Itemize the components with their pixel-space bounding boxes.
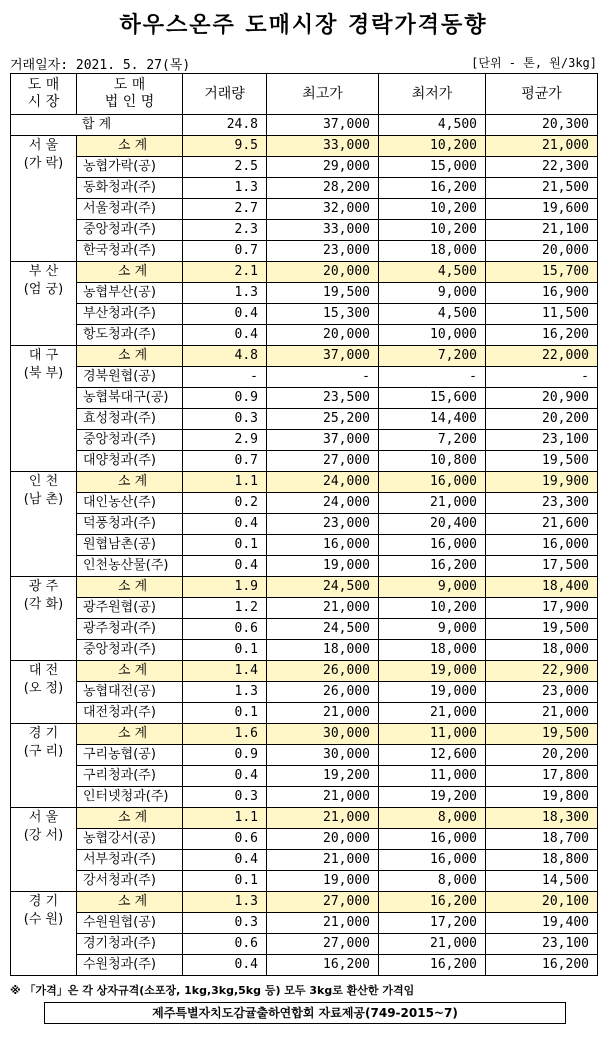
avg-price-cell: 23,100	[486, 430, 598, 451]
min-price-cell: 18,000	[379, 640, 486, 661]
avg-price-cell: 17,800	[486, 766, 598, 787]
max-price-cell: 33,000	[267, 220, 379, 241]
max-price-cell: 19,000	[267, 871, 379, 892]
volume-cell: -	[183, 367, 267, 388]
table-row	[11, 955, 598, 976]
corp-name: 농협대전(공)	[77, 682, 183, 703]
footnote: ※ 「가격」은 각 상자규격(소포장, 1kg,3kg,5kg 등) 모두 3kg로 환산한 가격임	[10, 984, 415, 997]
header-min: 최저가	[379, 74, 486, 115]
max-price-cell: 32,000	[267, 199, 379, 220]
total-max: 37,000	[267, 115, 379, 136]
corp-name: 강서청과(주)	[77, 871, 183, 892]
max-price-cell: 30,000	[267, 745, 379, 766]
subtotal-row	[11, 724, 598, 745]
header-avg: 평균가	[486, 74, 598, 115]
avg-price-cell: 21,000	[486, 703, 598, 724]
max-price-cell: 23,000	[267, 241, 379, 262]
corp-name: 서울청과(주)	[77, 199, 183, 220]
min-price-cell: 16,000	[379, 850, 486, 871]
avg-price-cell: 19,500	[486, 451, 598, 472]
corp-name: 서부청과(주)	[77, 850, 183, 871]
volume-cell: 0.6	[183, 934, 267, 955]
min-price-cell: 16,000	[379, 535, 486, 556]
min-price-cell: 19,000	[379, 682, 486, 703]
table-row	[11, 283, 598, 304]
corp-name: 수원원협(공)	[77, 913, 183, 934]
max-price-cell: 16,000	[267, 535, 379, 556]
max-price-cell: -	[267, 367, 379, 388]
max-price-cell: 25,200	[267, 409, 379, 430]
subtotal-row	[11, 346, 598, 367]
header-max: 최고가	[267, 74, 379, 115]
max-price-cell: 19,200	[267, 766, 379, 787]
corp-name: 중앙청과(주)	[77, 220, 183, 241]
max-price-cell: 27,000	[267, 892, 379, 913]
avg-price-cell: 16,000	[486, 535, 598, 556]
corp-name: 농협강서(공)	[77, 829, 183, 850]
max-price-cell: 21,000	[267, 913, 379, 934]
min-price-cell: 15,000	[379, 157, 486, 178]
volume-cell: 0.2	[183, 493, 267, 514]
min-price-cell: 18,000	[379, 241, 486, 262]
avg-price-cell: 21,000	[486, 136, 598, 157]
subtotal-row	[11, 661, 598, 682]
market-name: 대 구 (북 부)	[11, 346, 77, 472]
min-price-cell: 10,200	[379, 220, 486, 241]
max-price-cell: 20,000	[267, 829, 379, 850]
volume-cell: 0.4	[183, 304, 267, 325]
subtotal-row	[11, 136, 598, 157]
header-corp: 도 매 법 인 명	[77, 74, 183, 115]
volume-cell: 1.3	[183, 283, 267, 304]
min-price-cell: 16,200	[379, 892, 486, 913]
avg-price-cell: 23,300	[486, 493, 598, 514]
corp-name: 효성청과(주)	[77, 409, 183, 430]
corp-name: 인천농산물(주)	[77, 556, 183, 577]
total-min: 4,500	[379, 115, 486, 136]
volume-cell: 0.4	[183, 556, 267, 577]
avg-price-cell: 22,300	[486, 157, 598, 178]
total-volume: 24.8	[183, 115, 267, 136]
max-price-cell: 20,000	[267, 262, 379, 283]
subtotal-row	[11, 577, 598, 598]
corp-name: 농협부산(공)	[77, 283, 183, 304]
min-price-cell: 16,000	[379, 472, 486, 493]
avg-price-cell: 20,200	[486, 409, 598, 430]
table-row	[11, 199, 598, 220]
min-price-cell: 9,000	[379, 577, 486, 598]
max-price-cell: 21,000	[267, 808, 379, 829]
max-price-cell: 23,500	[267, 388, 379, 409]
avg-price-cell: 18,300	[486, 808, 598, 829]
corp-name: 인터넷청과(주)	[77, 787, 183, 808]
avg-price-cell: 23,000	[486, 682, 598, 703]
volume-cell: 1.3	[183, 682, 267, 703]
avg-price-cell: 11,500	[486, 304, 598, 325]
volume-cell: 4.8	[183, 346, 267, 367]
table-row	[11, 871, 598, 892]
table-row	[11, 157, 598, 178]
avg-price-cell: 16,900	[486, 283, 598, 304]
market-name: 서 울 (가 락)	[11, 136, 77, 262]
corp-name: 경북원협(공)	[77, 367, 183, 388]
avg-price-cell: 20,200	[486, 745, 598, 766]
volume-cell: 1.1	[183, 808, 267, 829]
table-row	[11, 220, 598, 241]
corp-name: 소 계	[77, 661, 183, 682]
volume-cell: 0.3	[183, 409, 267, 430]
table-row	[11, 388, 598, 409]
avg-price-cell: 19,500	[486, 619, 598, 640]
max-price-cell: 29,000	[267, 157, 379, 178]
corp-name: 동화청과(주)	[77, 178, 183, 199]
volume-cell: 0.9	[183, 388, 267, 409]
table-row	[11, 514, 598, 535]
min-price-cell: 10,000	[379, 325, 486, 346]
corp-name: 소 계	[77, 724, 183, 745]
min-price-cell: 12,600	[379, 745, 486, 766]
trade-date: 거래일자: 2021. 5. 27(목)	[10, 58, 191, 73]
avg-price-cell: 23,100	[486, 934, 598, 955]
table-row	[11, 535, 598, 556]
total-label: 합 계	[11, 115, 183, 136]
total-row	[11, 115, 598, 136]
volume-cell: 1.9	[183, 577, 267, 598]
min-price-cell: 4,500	[379, 262, 486, 283]
table-row	[11, 766, 598, 787]
min-price-cell: 8,000	[379, 808, 486, 829]
volume-cell: 0.3	[183, 913, 267, 934]
avg-price-cell: -	[486, 367, 598, 388]
volume-cell: 2.1	[183, 262, 267, 283]
max-price-cell: 21,000	[267, 598, 379, 619]
volume-cell: 1.2	[183, 598, 267, 619]
volume-cell: 0.9	[183, 745, 267, 766]
market-name: 서 울 (강 서)	[11, 808, 77, 892]
avg-price-cell: 22,900	[486, 661, 598, 682]
min-price-cell: 21,000	[379, 493, 486, 514]
min-price-cell: 10,200	[379, 199, 486, 220]
corp-name: 구리농협(공)	[77, 745, 183, 766]
max-price-cell: 27,000	[267, 934, 379, 955]
min-price-cell: -	[379, 367, 486, 388]
table-row	[11, 640, 598, 661]
min-price-cell: 19,200	[379, 787, 486, 808]
avg-price-cell: 19,600	[486, 199, 598, 220]
table-row	[11, 367, 598, 388]
subtotal-row	[11, 892, 598, 913]
max-price-cell: 24,000	[267, 472, 379, 493]
avg-price-cell: 15,700	[486, 262, 598, 283]
volume-cell: 2.9	[183, 430, 267, 451]
table-row	[11, 598, 598, 619]
corp-name: 대전청과(주)	[77, 703, 183, 724]
max-price-cell: 24,000	[267, 493, 379, 514]
avg-price-cell: 17,500	[486, 556, 598, 577]
header-market: 도 매 시 장	[11, 74, 77, 115]
avg-price-cell: 20,000	[486, 241, 598, 262]
volume-cell: 1.3	[183, 892, 267, 913]
table-row	[11, 787, 598, 808]
min-price-cell: 10,200	[379, 598, 486, 619]
table-row	[11, 409, 598, 430]
avg-price-cell: 18,800	[486, 850, 598, 871]
max-price-cell: 33,000	[267, 136, 379, 157]
corp-name: 수원청과(주)	[77, 955, 183, 976]
min-price-cell: 16,200	[379, 556, 486, 577]
avg-price-cell: 19,900	[486, 472, 598, 493]
max-price-cell: 37,000	[267, 346, 379, 367]
min-price-cell: 7,200	[379, 430, 486, 451]
table-row	[11, 325, 598, 346]
avg-price-cell: 22,000	[486, 346, 598, 367]
avg-price-cell: 14,500	[486, 871, 598, 892]
table-row	[11, 934, 598, 955]
subtotal-row	[11, 262, 598, 283]
avg-price-cell: 21,600	[486, 514, 598, 535]
avg-price-cell: 19,500	[486, 724, 598, 745]
avg-price-cell: 20,100	[486, 892, 598, 913]
min-price-cell: 8,000	[379, 871, 486, 892]
volume-cell: 0.7	[183, 241, 267, 262]
corp-name: 소 계	[77, 136, 183, 157]
unit-label: [단위 - 톤, 원/3kg]	[471, 56, 597, 70]
corp-name: 농협북대구(공)	[77, 388, 183, 409]
volume-cell: 1.6	[183, 724, 267, 745]
corp-name: 소 계	[77, 346, 183, 367]
avg-price-cell: 19,400	[486, 913, 598, 934]
corp-name: 구리청과(주)	[77, 766, 183, 787]
max-price-cell: 16,200	[267, 955, 379, 976]
max-price-cell: 28,200	[267, 178, 379, 199]
volume-cell: 0.6	[183, 619, 267, 640]
volume-cell: 0.1	[183, 535, 267, 556]
max-price-cell: 27,000	[267, 451, 379, 472]
corp-name: 원협남촌(공)	[77, 535, 183, 556]
volume-cell: 0.4	[183, 850, 267, 871]
page-title: 하우스온주 도매시장 경락가격동향	[119, 13, 488, 38]
avg-price-cell: 21,500	[486, 178, 598, 199]
volume-cell: 1.4	[183, 661, 267, 682]
volume-cell: 2.5	[183, 157, 267, 178]
avg-price-cell: 17,900	[486, 598, 598, 619]
market-name: 부 산 (엄 궁)	[11, 262, 77, 346]
avg-price-cell: 16,200	[486, 955, 598, 976]
max-price-cell: 15,300	[267, 304, 379, 325]
min-price-cell: 16,200	[379, 955, 486, 976]
corp-name: 항도청과(주)	[77, 325, 183, 346]
volume-cell: 0.1	[183, 871, 267, 892]
table-row	[11, 451, 598, 472]
volume-cell: 1.3	[183, 178, 267, 199]
min-price-cell: 10,800	[379, 451, 486, 472]
corp-name: 광주원협(공)	[77, 598, 183, 619]
market-name: 광 주 (각 화)	[11, 577, 77, 661]
volume-cell: 2.3	[183, 220, 267, 241]
avg-price-cell: 21,100	[486, 220, 598, 241]
table-row	[11, 304, 598, 325]
min-price-cell: 11,000	[379, 724, 486, 745]
market-name: 경 기 (수 원)	[11, 892, 77, 976]
max-price-cell: 26,000	[267, 682, 379, 703]
min-price-cell: 4,500	[379, 304, 486, 325]
max-price-cell: 21,000	[267, 850, 379, 871]
table-row	[11, 556, 598, 577]
min-price-cell: 14,400	[379, 409, 486, 430]
header-volume: 거래량	[183, 74, 267, 115]
table-row	[11, 703, 598, 724]
corp-name: 소 계	[77, 472, 183, 493]
min-price-cell: 21,000	[379, 934, 486, 955]
max-price-cell: 20,000	[267, 325, 379, 346]
avg-price-cell: 20,900	[486, 388, 598, 409]
min-price-cell: 21,000	[379, 703, 486, 724]
max-price-cell: 37,000	[267, 430, 379, 451]
corp-name: 한국청과(주)	[77, 241, 183, 262]
min-price-cell: 19,000	[379, 661, 486, 682]
corp-name: 광주청과(주)	[77, 619, 183, 640]
avg-price-cell: 18,700	[486, 829, 598, 850]
market-name: 인 천 (남 촌)	[11, 472, 77, 577]
max-price-cell: 24,500	[267, 619, 379, 640]
corp-name: 소 계	[77, 262, 183, 283]
table-row	[11, 745, 598, 766]
max-price-cell: 21,000	[267, 787, 379, 808]
min-price-cell: 10,200	[379, 136, 486, 157]
volume-cell: 0.4	[183, 514, 267, 535]
corp-name: 중앙청과(주)	[77, 640, 183, 661]
market-name: 대 전 (오 정)	[11, 661, 77, 724]
volume-cell: 0.4	[183, 766, 267, 787]
min-price-cell: 7,200	[379, 346, 486, 367]
max-price-cell: 26,000	[267, 661, 379, 682]
volume-cell: 1.1	[183, 472, 267, 493]
table-row	[11, 619, 598, 640]
max-price-cell: 24,500	[267, 577, 379, 598]
avg-price-cell: 19,800	[486, 787, 598, 808]
max-price-cell: 21,000	[267, 703, 379, 724]
volume-cell: 0.1	[183, 640, 267, 661]
subtotal-row	[11, 472, 598, 493]
subtotal-row	[11, 808, 598, 829]
volume-cell: 0.4	[183, 955, 267, 976]
volume-cell: 9.5	[183, 136, 267, 157]
avg-price-cell: 18,000	[486, 640, 598, 661]
corp-name: 농협가락(공)	[77, 157, 183, 178]
table-header-row	[11, 74, 598, 115]
min-price-cell: 20,400	[379, 514, 486, 535]
table-row	[11, 850, 598, 871]
min-price-cell: 11,000	[379, 766, 486, 787]
min-price-cell: 9,000	[379, 283, 486, 304]
avg-price-cell: 18,400	[486, 577, 598, 598]
max-price-cell: 30,000	[267, 724, 379, 745]
price-table	[10, 73, 598, 976]
corp-name: 소 계	[77, 577, 183, 598]
min-price-cell: 17,200	[379, 913, 486, 934]
table-row	[11, 430, 598, 451]
total-avg: 20,300	[486, 115, 598, 136]
corp-name: 소 계	[77, 808, 183, 829]
corp-name: 대인농산(주)	[77, 493, 183, 514]
source-box: 제주특별자치도감귤출하연합회 자료제공(749-2015~7)	[44, 1002, 566, 1024]
volume-cell: 0.1	[183, 703, 267, 724]
corp-name: 대양청과(주)	[77, 451, 183, 472]
volume-cell: 0.4	[183, 325, 267, 346]
min-price-cell: 15,600	[379, 388, 486, 409]
volume-cell: 0.3	[183, 787, 267, 808]
volume-cell: 0.6	[183, 829, 267, 850]
min-price-cell: 16,200	[379, 178, 486, 199]
table-row	[11, 682, 598, 703]
max-price-cell: 18,000	[267, 640, 379, 661]
table-row	[11, 829, 598, 850]
max-price-cell: 23,000	[267, 514, 379, 535]
corp-name: 부산청과(주)	[77, 304, 183, 325]
table-row	[11, 241, 598, 262]
max-price-cell: 19,000	[267, 556, 379, 577]
table-row	[11, 913, 598, 934]
table-row	[11, 178, 598, 199]
volume-cell: 0.7	[183, 451, 267, 472]
corp-name: 덕풍청과(주)	[77, 514, 183, 535]
corp-name: 경기청과(주)	[77, 934, 183, 955]
volume-cell: 2.7	[183, 199, 267, 220]
market-name: 경 기 (구 리)	[11, 724, 77, 808]
corp-name: 소 계	[77, 892, 183, 913]
table-row	[11, 493, 598, 514]
avg-price-cell: 16,200	[486, 325, 598, 346]
max-price-cell: 19,500	[267, 283, 379, 304]
min-price-cell: 16,000	[379, 829, 486, 850]
min-price-cell: 9,000	[379, 619, 486, 640]
corp-name: 중앙청과(주)	[77, 430, 183, 451]
